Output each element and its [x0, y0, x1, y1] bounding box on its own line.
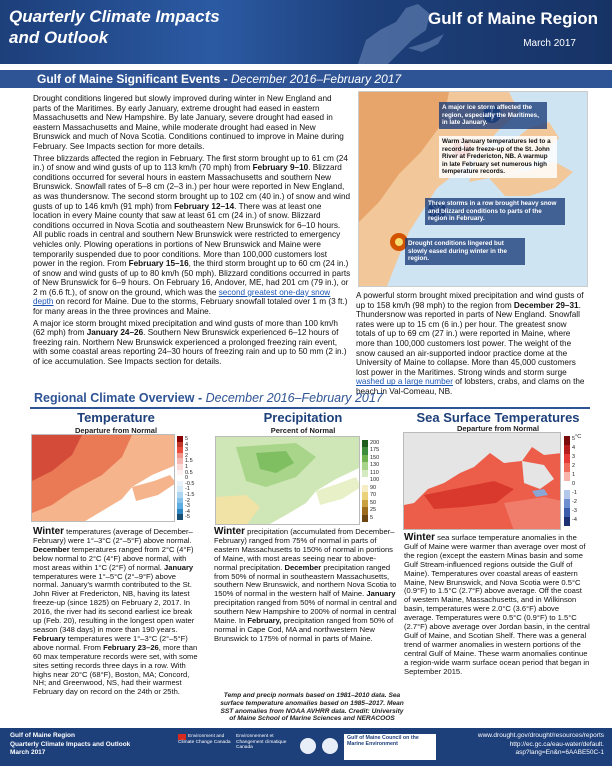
colorbar-tick-label: 50 — [370, 499, 377, 506]
colorbar-segment — [362, 462, 368, 469]
colorbar-segment — [564, 454, 570, 463]
temperature-colorbar — [177, 436, 183, 520]
date-highlight: January 24–26 — [86, 328, 144, 338]
text-span: A powerful storm brought mixed precipitation and wind gusts of up to 158 km/h (98 mph) to the region from — [356, 291, 584, 310]
report-title-line1: Quarterly Climate Impacts — [9, 7, 220, 26]
temperature-map — [31, 434, 175, 522]
colorbar-tick-label: 1 — [185, 464, 189, 470]
significant-events-heading — [0, 70, 612, 88]
colorbar-segment — [362, 470, 368, 477]
colorbar-segment — [362, 492, 368, 499]
december-storm-paragraph — [356, 291, 586, 397]
colorbar-tick-label: 4 — [185, 441, 189, 448]
colorbar-tick-label: -0.5 — [185, 480, 195, 487]
month-highlight: December — [284, 562, 322, 572]
sst-text — [404, 534, 590, 677]
significant-events-title: Gulf of Maine Significant Events - — [37, 72, 232, 86]
significant-events-range: December 2016–February 2017 — [231, 72, 402, 86]
month-highlight: February, — [247, 616, 282, 626]
colorbar-tick-label: 25 — [370, 507, 377, 514]
text-span: precipitation (accumulated from December–February) ranged from 75% of normal in parts of eastern Massachusetts to 150% of normal in portions of Maine, with most areas seeing near to above-normal precipitation. — [214, 527, 395, 572]
colorbar-tick-label: 3 — [572, 454, 576, 460]
colorbar-tick-label: 100 — [370, 477, 380, 484]
text-span: Three blizzards affected the region in February. The first storm brought up to 61 cm (24 in.) of snow and wind gusts of up to 113 km/h (70 mph) from — [33, 153, 348, 173]
colorbar-segment — [362, 485, 368, 492]
month-highlight: January — [164, 562, 194, 572]
colorbar-tick-label: -4 — [185, 508, 190, 515]
text-span: . Blizzard conditions occurred for several hours in eastern Massachusetts and southern New Brunswick. Snowfall rates of 5–8 cm (2–3 in.) per hour were reported in New England, as was thundersnow. The second storm brought up to 102 cm (40 in.) of snow and wind gusts of up to 146 km/h (91 mph) from — [33, 163, 351, 211]
colorbar-tick-label: 2 — [572, 463, 576, 469]
precipitation-map — [215, 436, 360, 525]
footer-links — [478, 732, 604, 758]
report-date: March 2017 — [523, 38, 576, 49]
blizzard-paragraph — [33, 154, 351, 317]
colorbar-tick-label: 4 — [572, 445, 576, 451]
eccc-logo-fr: Environnement et Changement climatique Canada — [236, 734, 287, 750]
text-span: . Thundersnow was reported in parts of New England. Snowfall rates were up to 15 cm (6 in.) per hour. The greatest snow totals of up to 69 cm (27 in.) were reported in Maine, where more than 100,000 customers lost power. The weight of the snow caused an air-supported indoor practice dome at the University of Maine to collapse. More than 45,000 customers lost power in the Maritimes. Strong winds and storm surge — [356, 300, 581, 377]
colorbar-segment — [362, 440, 368, 447]
climate-overview-title: Regional Climate Overview - — [34, 391, 206, 405]
events-right-column — [356, 291, 586, 399]
colorbar-tick-label: -3 — [185, 503, 190, 510]
sst-map-graphic — [404, 433, 561, 530]
temperature-text — [33, 528, 201, 697]
text-span: precipitation ranged from 50% of normal in central and southern New Hampshire to 200% of normal in central Maine. In — [214, 598, 397, 626]
sst-title: Sea Surface Temperatures — [416, 410, 580, 425]
colorbar-segment — [564, 517, 570, 526]
data-source-note: Temp and precip normals based on 1981–2010 data. Sea surface temperature anomalies based on 1985–2017. Mean SST anomalies from NOAA AVHRR data. Credit: University of Maine School of Marine Sciences and NERACOOS — [220, 692, 404, 723]
text-span: . There was at least one location in every Maine county that saw at least 61 cm (24 in.) of snow. Blizzard conditions occurred in Nova Scotia and southeastern New Brunswick for 6–10 hours. All public roads in central and southern New Brunswick were restricted to emergency vehicles only. Plowing operations in portions of New Brunswick and Maine were temporarily suspended due to poor conditions. More than 100,000 customers lost power in the region. From — [33, 201, 341, 269]
colorbar-tick-label: 1 — [572, 472, 576, 478]
text-span: temperatures were 1°–5°C (2°–9°F) above normal. January's warmth contributed to the St. John River at Fredericton, NB, having its latest freeze-up (since 1825) on February 2, 2017. In 2016, the river had its second earliest ice break up (Feb. 20), resulting in the longest open water season (348 days) in more than 190 years. — [33, 571, 195, 634]
colorbar-tick-label: 150 — [370, 454, 380, 461]
report-title — [9, 6, 220, 48]
colorbar-segment — [564, 463, 570, 472]
month-highlight: January — [366, 589, 396, 599]
text-span: temperatures (average of December–February) were 1°–3°C (2°–5°F) above normal. — [33, 527, 193, 545]
colorbar-tick-label: 0.5 — [185, 469, 193, 476]
colorbar-tick-label: -4 — [572, 517, 577, 523]
page-header — [0, 0, 612, 64]
drought-paragraph: Drought conditions lingered but slowly improved during winter in New England and parts of the Maritimes. By early January, extreme drought had eased in eastern Massachusetts and New Hampshire. By late January, severe drought had eased in eastern Massachusetts and Maine, while moderate drought had eased in New Brunswick and much of Nova Scotia. Conditions continued to improve in Maine during February. See Impacts section for more details. — [33, 94, 344, 151]
gulf-of-maine-council-logo: Gulf of Maine Council on the Marine Environment — [344, 734, 436, 760]
temperature-map-graphic — [32, 435, 175, 522]
text-span: temperatures ranged from 2°C (4°F) below normal to 2°C (4°F) above normal, with most areas within 1°C (2°F) of normal. — [33, 544, 194, 572]
colorbar-tick-label: 0 — [572, 481, 576, 487]
dropcap: Winter — [33, 526, 65, 537]
footer-report-name: Quarterly Climate Impacts and Outlook — [10, 740, 131, 748]
precipitation-text — [214, 528, 398, 644]
text-span: . Southern New Brunswick experienced 6–12 hours of freezing rain. Northern New Brunswick experienced a prolonged freezing rain event, with some coastal areas reporting 24–30 hours of freezing rain and up to 50 mm (2 in.) of ice accumulation. See Impacts section for details. — [33, 328, 347, 367]
date-highlight: February 23–26 — [103, 642, 159, 652]
callout-warm-temperatures: Warm January temperatures led to a record-late freeze-up of the St. John River at Fredericton, NB. A warmup in late February set numerous high temperature records. — [439, 136, 557, 178]
colorbar-segment — [177, 514, 183, 520]
colorbar-tick-label: 5 — [185, 436, 189, 442]
footer-region: Gulf of Maine Region — [10, 732, 75, 739]
sst-subtitle: Departure from Normal — [456, 424, 540, 433]
callout-three-storms: Three storms in a row brought heavy snow and blizzard conditions to parts of the region in February. — [425, 198, 565, 225]
dropcap: Winter — [404, 532, 436, 543]
lobsters-link[interactable]: washed up a large number — [356, 377, 453, 387]
text-span: sea surface temperature anomalies in the Gulf of Maine were warmer than average over most of the region (except the eastern Minas basin and some Gulf Stream-influenced regions outside the Gulf of Maine). Temperatures over coastal areas of eastern Maine, New Brunswick, and Nova Scotia were 0.5°C (0.9°F) to 1.5°C (2.7°F) above average. Off the coast of western Maine, Massachusetts, and in Wilkinson basin, temperatures were 2.0°C (3.6°F) above average. Temperatures were 0.5°C (0.9°F) to 1.5°C (2.7°F) above average over Jordan basin, in the central Gulf of Maine, and Scotian Shelf. There was a general trend of warmer anomalies in western portions of the central Gulf of Maine. These warm anomalies continue a region-wide warm surface ocean period that began in September 2015. — [404, 533, 590, 676]
colorbar-tick-label: 130 — [370, 462, 380, 469]
colorbar-segment — [362, 507, 368, 514]
colorbar-tick-label: -5 — [185, 514, 190, 521]
overview-divider — [30, 407, 590, 409]
month-highlight: February — [33, 633, 66, 643]
date-highlight: February 12–14 — [174, 201, 235, 211]
sst-map — [403, 432, 561, 530]
footer-left — [10, 732, 130, 758]
colorbar-tick-label: -2 — [572, 499, 577, 505]
sst-colorbar-unit: °C — [575, 434, 582, 440]
colorbar-tick-label: -2 — [185, 497, 190, 504]
climate-overview-heading — [34, 391, 594, 407]
precipitation-title: Precipitation — [263, 410, 343, 425]
significant-events-map — [358, 91, 588, 287]
colorbar-tick-label: 0 — [185, 475, 189, 482]
colorbar-tick-label: -1.5 — [185, 492, 195, 498]
page-footer — [0, 728, 612, 766]
date-highlight: February 15–16 — [128, 259, 189, 269]
callout-ice-storm: A major ice storm affected the region, especially the Maritimes, in late January. — [439, 102, 547, 129]
colorbar-tick-label: 5 — [572, 436, 576, 442]
date-highlight: February 9–10 — [252, 163, 309, 173]
colorbar-segment — [362, 455, 368, 462]
colorbar-segment — [564, 436, 570, 445]
eccc-logo-en — [178, 734, 232, 760]
precipitation-colorbar — [362, 440, 368, 522]
report-title-line2: and Outlook — [9, 28, 109, 47]
temperature-subtitle: Departure from Normal — [74, 426, 158, 435]
climate-overview-range: December 2016–February 2017 — [205, 391, 383, 405]
colorbar-tick-label: 70 — [370, 492, 377, 499]
noaa-logo-icon — [300, 738, 316, 754]
text-span: , the third storm brought up to 60 cm (24 in.) of snow and wind gusts of up to 80 km/h (50 mph). Blizzard conditions occurred in parts of New Brunswick for 6–9 hours. On February 16, Andover, ME, had 201 cm (79 in.), or 2 m (6.6 ft.), of snow on the ground, which was the — [33, 259, 351, 297]
partner-logo-icon — [322, 738, 338, 754]
colorbar-tick-label: 1.5 — [185, 458, 193, 465]
dropcap: Winter — [214, 526, 246, 537]
precipitation-map-graphic — [216, 437, 360, 525]
precipitation-subtitle: Percent of Normal — [270, 426, 336, 435]
ec-gc-link-cont[interactable]: asp?lang=En&n=6AABE50C-1 — [515, 749, 604, 756]
ec-gc-link[interactable]: http://ec.gc.ca/eau-water/default. — [509, 740, 604, 748]
colorbar-segment — [362, 477, 368, 484]
colorbar-tick-label: 2 — [185, 452, 189, 459]
temperature-title: Temperature — [77, 410, 155, 425]
colorbar-segment — [362, 515, 368, 522]
callout-drought: Drought conditions lingered but slowly eased during winter in the region. — [405, 238, 525, 265]
footer-date: March 2017 — [10, 749, 46, 756]
text-span: precipitation ranged from 50% of normal in Cape Cod, MA and northwestern New Brunswick to 175% of normal in parts of Maine. — [214, 616, 394, 643]
colorbar-segment — [362, 500, 368, 507]
colorbar-segment — [564, 472, 570, 481]
text-span: on record for Maine. Due to the storms, February snowfall totaled over 1 m (3 ft.) for many areas in the three provinces and Maine. — [33, 297, 348, 317]
colorbar-tick-label: 110 — [370, 469, 379, 476]
drought-gov-link[interactable]: www.drought.gov/drought/resources/reports — [477, 732, 604, 739]
date-highlight: December 29–31 — [513, 300, 579, 310]
colorbar-tick-label: -1 — [185, 486, 190, 493]
text-span: , more than 60 max temperature records were set, with some sites setting records three days in a row. With highs near 20°C (68°F), Boston, MA; Concord, NH; and Greenwood, NS, had their warmest February day on record on the 24th or 25th. — [33, 642, 198, 697]
region-name: Gulf of Maine Region — [428, 9, 598, 28]
sst-colorbar — [564, 436, 570, 526]
events-left-column — [33, 94, 351, 369]
colorbar-segment — [564, 481, 570, 490]
text-span: precipitation ranged from 50% of normal in southeastern Massachusetts, southern New Brunswick, and northern Nova Scotia to 150% of normal in the western half of Maine. — [214, 562, 397, 599]
colorbar-tick-label: -1 — [572, 490, 577, 496]
colorbar-tick-label: 5 — [370, 514, 374, 521]
colorbar-tick-label: -3 — [572, 508, 577, 514]
colorbar-segment — [564, 508, 570, 517]
text-span: temperatures were 1°–3°C (2°–5°F) above normal. From — [33, 633, 188, 652]
colorbar-tick-label: 175 — [370, 447, 380, 454]
colorbar-tick-label: 200 — [370, 440, 380, 446]
colorbar-segment — [564, 490, 570, 499]
eccc-english-name: Environment and Climate Change Canada — [178, 734, 231, 745]
colorbar-segment — [362, 447, 368, 454]
colorbar-segment — [564, 499, 570, 508]
colorbar-tick-label: 90 — [370, 484, 377, 491]
colorbar-segment — [564, 445, 570, 454]
snow-depth-link[interactable]: second greatest one-day snow depth — [33, 287, 331, 307]
ice-storm-paragraph — [33, 319, 351, 367]
colorbar-tick-label: 3 — [185, 447, 189, 454]
text-span: A major ice storm brought mixed precipitation and wind gusts of more than 100 km/h (62 mph) from — [33, 318, 338, 338]
month-highlight: December — [33, 544, 70, 554]
text-span: of lobsters, crabs, and clams on the beach in Val-Comeau, NB. — [356, 377, 585, 396]
